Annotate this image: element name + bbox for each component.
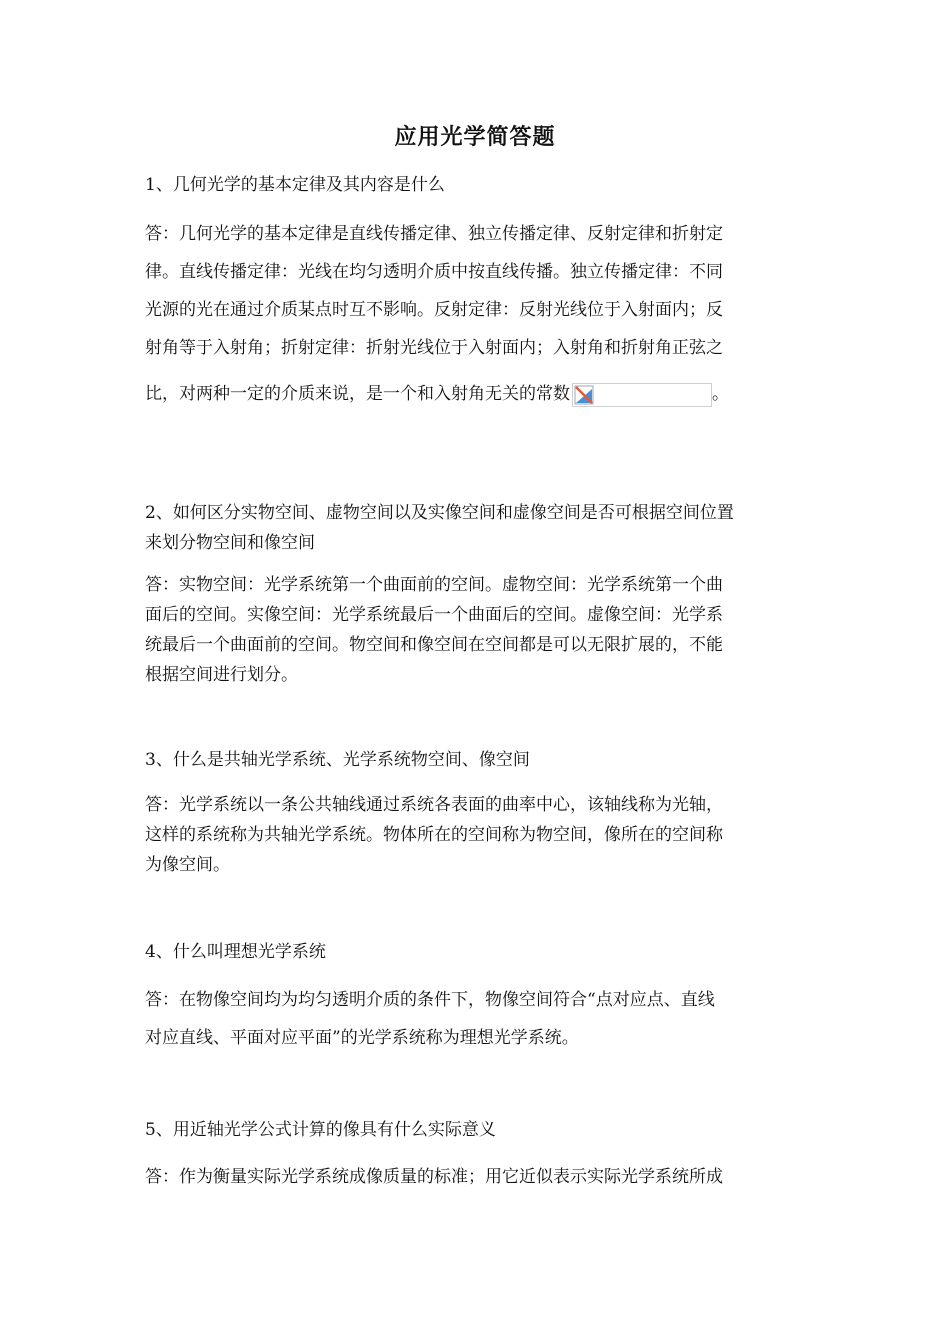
answer-3 xyxy=(145,790,807,880)
answer-5-line-1: 答：作为衡量实际光学系统成像质量的标准；用它近似表示实际光学系统所成 xyxy=(145,1167,723,1187)
answer-3-line-1: 答：光学系统以一条公共轴线通过系统各表面的曲率中心，该轴线称为光轴， xyxy=(145,795,723,815)
answer-1-tail: 。 xyxy=(712,384,729,404)
answer-1 xyxy=(145,215,807,413)
answer-2-line-1: 答：实物空间：光学系统第一个曲面前的空间。虚物空间：光学系统第一个曲 xyxy=(145,575,723,595)
question-2-line-1: 2、如何区分实物空间、虚物空间以及实像空间和虚像空间是否可根据空间位置 xyxy=(145,503,734,523)
answer-2-line-3: 统最后一个曲面前的空间。物空间和像空间在空间都是可以无限扩展的，不能 xyxy=(145,635,723,655)
answer-4 xyxy=(145,981,807,1057)
question-5: 5、用近轴光学公式计算的像具有什么实际意义 xyxy=(145,1120,496,1140)
answer-1-line-5-text: 比，对两种一定的介质来说，是一个和入射角无关的常数 xyxy=(145,384,570,404)
answer-3-line-2: 这样的系统称为共轴光学系统。物体所在的空间称为物空间，像所在的空间称 xyxy=(145,825,723,845)
answer-4-line-1: 答：在物像空间均为均匀透明介质的条件下，物像空间符合“点对应点、直线 xyxy=(145,990,715,1010)
answer-2-line-4: 根据空间进行划分。 xyxy=(145,665,298,685)
document-title: 应用光学简答题 xyxy=(394,124,556,150)
answer-1-line-4: 射角等于入射角；折射定律：折射光线位于入射面内；入射角和折射角正弦之 xyxy=(145,338,723,358)
question-3: 3、什么是共轴光学系统、光学系统物空间、像空间 xyxy=(145,750,530,770)
broken-image-icon xyxy=(572,383,712,407)
question-2-line-2: 来划分物空间和像空间 xyxy=(145,533,315,553)
answer-5 xyxy=(145,1162,807,1192)
answer-1-line-5 xyxy=(145,375,807,413)
question-2 xyxy=(145,498,807,558)
answer-1-line-1: 答：几何光学的基本定律是直线传播定律、独立传播定律、反射定律和折射定 xyxy=(145,224,723,244)
question-4: 4、什么叫理想光学系统 xyxy=(145,942,326,962)
answer-2 xyxy=(145,570,807,690)
answer-2-line-2: 面后的空间。实像空间：光学系统最后一个曲面后的空间。虚像空间：光学系 xyxy=(145,605,723,625)
question-1: 1、几何光学的基本定律及其内容是什么 xyxy=(145,175,445,195)
answer-1-line-2: 律。直线传播定律：光线在均匀透明介质中按直线传播。独立传播定律：不同 xyxy=(145,262,723,282)
answer-1-line-3: 光源的光在通过介质某点时互不影响。反射定律：反射光线位于入射面内；反 xyxy=(145,300,723,320)
answer-3-line-3: 为像空间。 xyxy=(145,855,230,875)
answer-4-line-2: 对应直线、平面对应平面”的光学系统称为理想光学系统。 xyxy=(145,1028,579,1048)
